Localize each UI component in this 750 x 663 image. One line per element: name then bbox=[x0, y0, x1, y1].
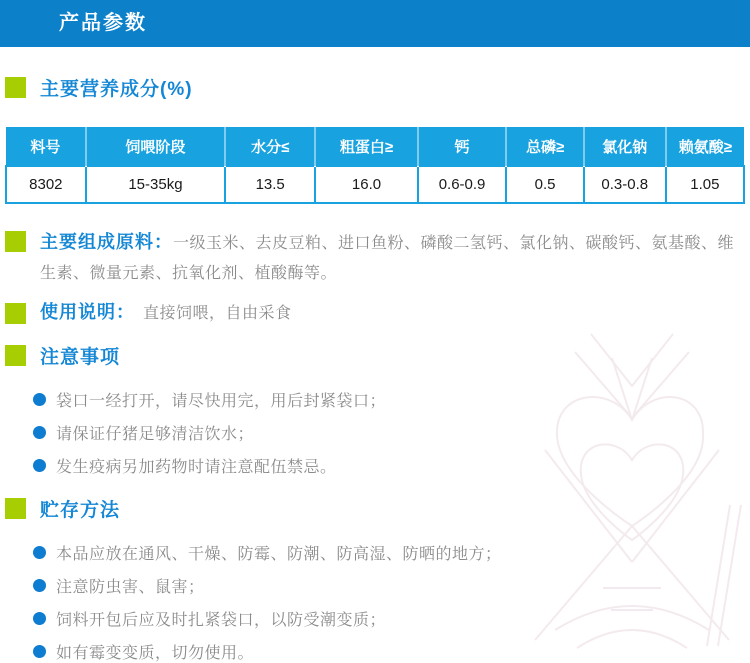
list-item-text: 注意防虫害、鼠害； bbox=[56, 578, 205, 596]
table-header-row bbox=[6, 127, 744, 166]
list-item bbox=[33, 422, 750, 442]
table-cell: 8302 bbox=[6, 166, 86, 203]
section-notice-title: 注意事项 bbox=[40, 347, 121, 368]
header-bar bbox=[0, 0, 750, 47]
bullet-dot-icon bbox=[33, 546, 46, 559]
table-header-cell: 水分≤ bbox=[225, 127, 315, 166]
table-cell: 16.0 bbox=[315, 166, 418, 203]
notice-list bbox=[33, 389, 750, 475]
usage-content: 直接饲喂，自由采食 bbox=[143, 305, 292, 322]
section-notice-header bbox=[5, 342, 750, 369]
table-cell: 13.5 bbox=[225, 166, 315, 203]
list-item-text: 饲料开包后应及时扎紧袋口，以防受潮变质； bbox=[56, 611, 387, 629]
storage-list bbox=[33, 542, 750, 661]
table-header-cell: 总磷≥ bbox=[506, 127, 583, 166]
table-header-cell: 饲喂阶段 bbox=[86, 127, 225, 166]
table-cell: 1.05 bbox=[666, 166, 744, 203]
list-item bbox=[33, 641, 750, 661]
section-usage bbox=[5, 297, 745, 329]
section-storage-title: 贮存方法 bbox=[40, 500, 121, 521]
section-marker-icon bbox=[5, 303, 26, 324]
list-item bbox=[33, 455, 750, 475]
table-header-cell: 钙 bbox=[418, 127, 507, 166]
list-item-text: 发生疫病另加药物时请注意配伍禁忌。 bbox=[56, 458, 337, 476]
bullet-dot-icon bbox=[33, 426, 46, 439]
list-item bbox=[33, 389, 750, 409]
bullet-dot-icon bbox=[33, 645, 46, 658]
table-header-cell: 赖氨酸≥ bbox=[666, 127, 744, 166]
table-header-cell: 粗蛋白≥ bbox=[315, 127, 418, 166]
ingredients-text bbox=[40, 227, 745, 289]
list-item-text: 请保证仔猪足够清洁饮水； bbox=[56, 425, 255, 443]
table-row bbox=[6, 166, 744, 203]
bullet-dot-icon bbox=[33, 393, 46, 406]
page-title: 产品参数 bbox=[59, 12, 147, 34]
bullet-dot-icon bbox=[33, 612, 46, 625]
section-marker-icon bbox=[5, 345, 26, 366]
list-item bbox=[33, 608, 750, 628]
section-marker-icon bbox=[5, 231, 26, 252]
section-nutrition-title: 主要营养成分(%) bbox=[40, 79, 193, 100]
table-cell: 0.3-0.8 bbox=[584, 166, 666, 203]
section-marker-icon bbox=[5, 77, 26, 98]
list-item bbox=[33, 575, 750, 595]
usage-title: 使用说明： bbox=[40, 302, 135, 322]
section-nutrition-header bbox=[5, 74, 750, 101]
section-storage-header bbox=[5, 495, 750, 522]
usage-text bbox=[40, 297, 292, 329]
ingredients-content: 一级玉米、去皮豆粕、进口鱼粉、磷酸二氢钙、氯化钠、碳酸钙、氨基酸、维生素、微量元素、抗氧化剂、植酸酶等。 bbox=[40, 235, 735, 282]
bullet-dot-icon bbox=[33, 579, 46, 592]
table-cell: 0.6-0.9 bbox=[418, 166, 507, 203]
section-marker-icon bbox=[5, 498, 26, 519]
list-item bbox=[33, 542, 750, 562]
table-header-cell: 料号 bbox=[6, 127, 86, 166]
ingredients-title: 主要组成原料： bbox=[40, 232, 173, 252]
nutrition-table bbox=[5, 127, 745, 204]
table-header-cell: 氯化钠 bbox=[584, 127, 666, 166]
table-cell: 0.5 bbox=[506, 166, 583, 203]
list-item-text: 如有霉变变质，切勿使用。 bbox=[56, 644, 255, 662]
list-item-text: 袋口一经打开，请尽快用完，用后封紧袋口； bbox=[56, 392, 387, 410]
section-ingredients bbox=[5, 227, 745, 289]
list-item-text: 本品应放在通风、干燥、防霉、防潮、防高湿、防晒的地方； bbox=[56, 545, 502, 563]
table-cell: 15-35kg bbox=[86, 166, 225, 203]
bullet-dot-icon bbox=[33, 459, 46, 472]
